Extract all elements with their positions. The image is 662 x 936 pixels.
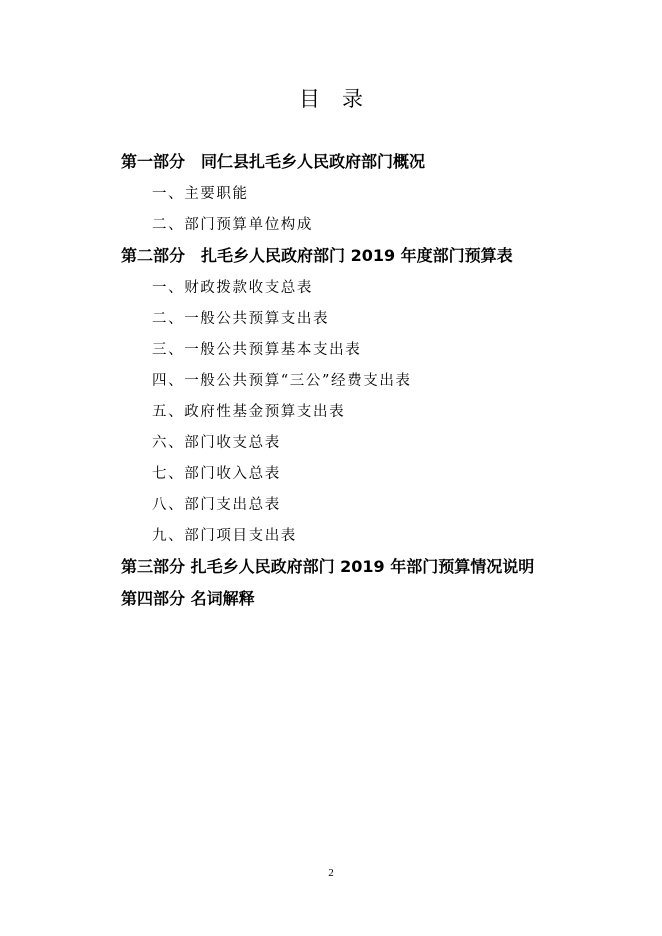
toc-item-main-functions: 一、主要职能 bbox=[152, 186, 249, 202]
toc-item-budget-unit-composition: 二、部门预算单位构成 bbox=[152, 217, 313, 233]
toc-item-department-project-expenditure: 九、部门项目支出表 bbox=[152, 528, 297, 544]
toc-item-department-revenue-expenditure: 六、部门收支总表 bbox=[152, 435, 281, 451]
toc-item-general-budget-basic-expenditure: 三、一般公共预算基本支出表 bbox=[152, 342, 362, 358]
toc-part-4: 第四部分 名词解释 bbox=[121, 589, 255, 608]
toc-item-department-expenditure: 八、部门支出总表 bbox=[152, 497, 281, 513]
toc-part-3: 第三部分 扎毛乡人民政府部门 2019 年部门预算情况说明 bbox=[121, 557, 535, 576]
table-of-contents bbox=[121, 150, 641, 619]
toc-item-fiscal-appropriation-table: 一、财政拨款收支总表 bbox=[152, 280, 313, 296]
toc-item-department-revenue: 七、部门收入总表 bbox=[152, 466, 281, 482]
page-number: 2 bbox=[328, 867, 334, 879]
toc-item-three-public-expenses: 四、一般公共预算“三公”经费支出表 bbox=[152, 373, 412, 389]
toc-part-2: 第二部分 扎毛乡人民政府部门 2019 年度部门预算表 bbox=[121, 246, 513, 265]
toc-item-general-budget-expenditure: 二、一般公共预算支出表 bbox=[152, 311, 330, 327]
page-title: 目录 bbox=[299, 87, 385, 111]
toc-item-government-fund-expenditure: 五、政府性基金预算支出表 bbox=[152, 404, 346, 420]
toc-part-1: 第一部分 同仁县扎毛乡人民政府部门概况 bbox=[121, 152, 426, 171]
